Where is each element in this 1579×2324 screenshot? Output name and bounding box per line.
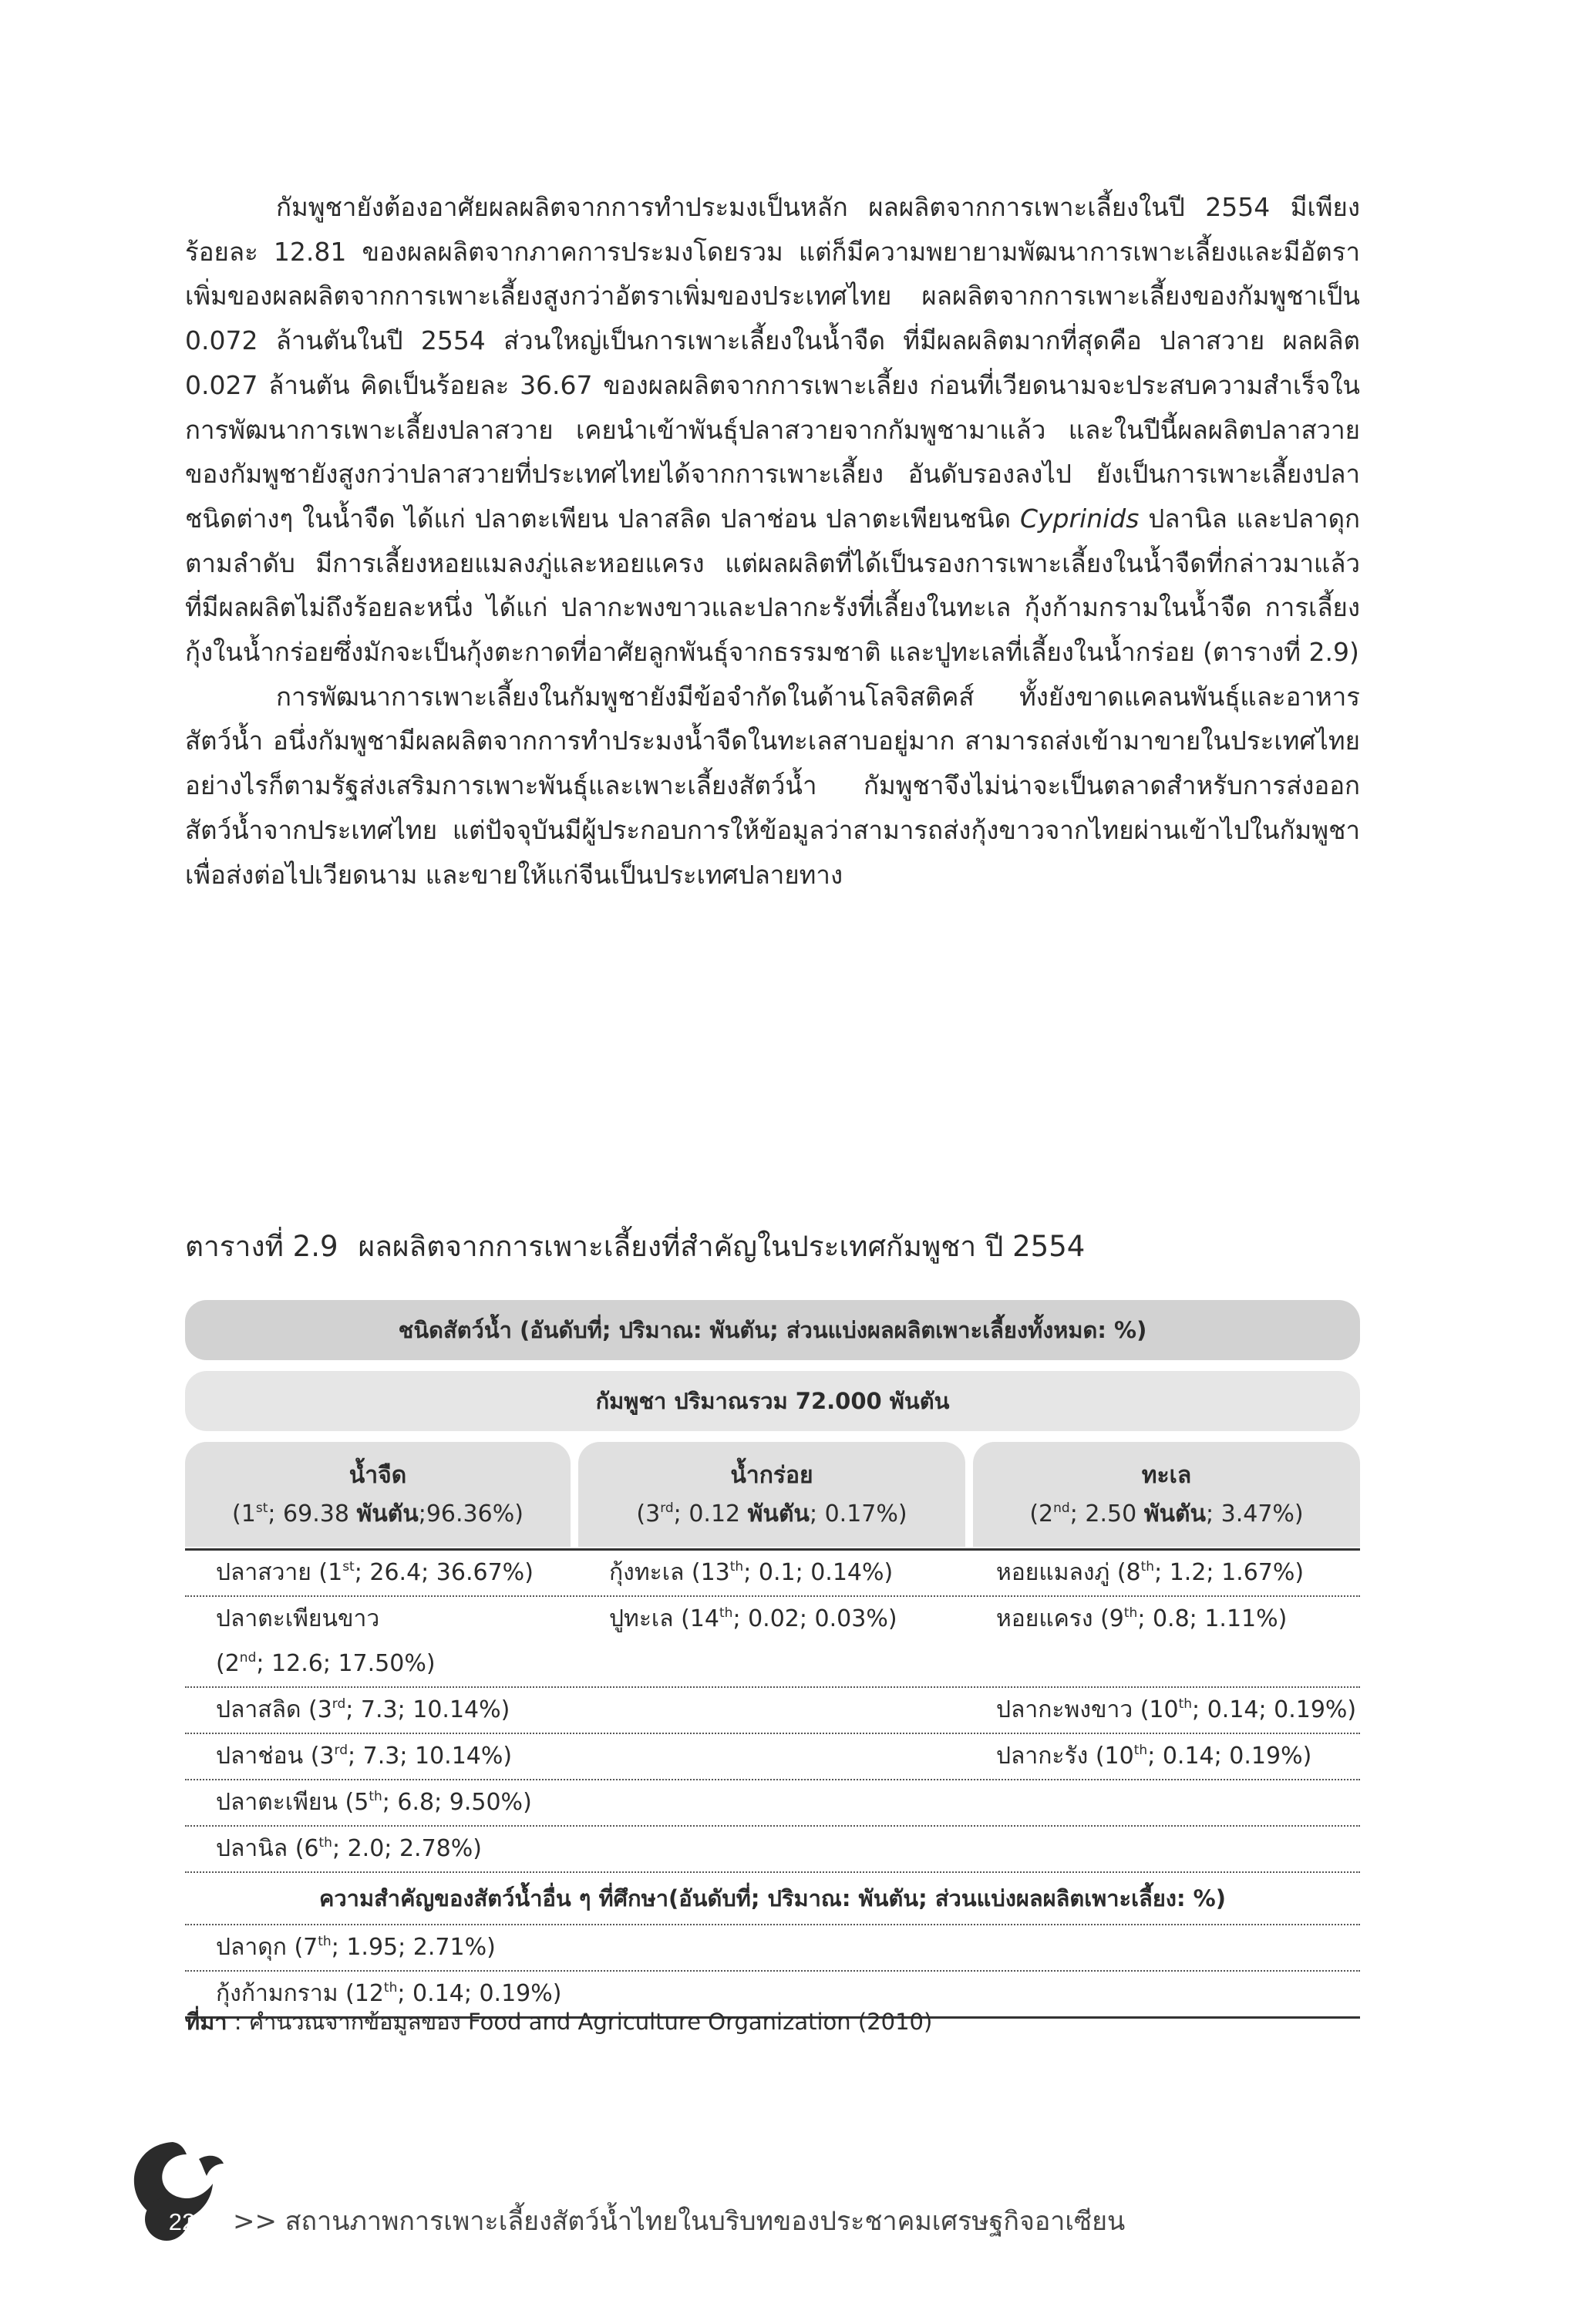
scientific-name: Cyprinids <box>1019 503 1140 534</box>
table-row <box>185 1925 1360 1972</box>
marine-cell: ปลากะรัง (10th; 0.14; 0.19%) <box>996 1743 1312 1770</box>
table-header-main: ชนิดสัตว์น้ำ (อันดับที่; ปริมาณ: พันตัน; ส่วนแบ่งผลผลิตเพาะเลี้ยงทั้งหมด: %) <box>185 1300 1360 1360</box>
marine-cell: หอยแมลงภู่ (8th; 1.2; 1.67%) <box>996 1559 1305 1586</box>
table-row <box>185 1780 1360 1827</box>
table-row <box>185 1734 1360 1780</box>
page-number: 22 <box>168 2208 196 2235</box>
table-header-total: กัมพูชา ปริมาณรวม 72.000 พันตัน <box>185 1371 1360 1431</box>
column-header-marine: ทะเล (2nd; 2.50 พันตัน; 3.47%) <box>973 1442 1360 1547</box>
table-row <box>185 1688 1360 1734</box>
freshwater-cell: กุ้งก้ามกราม (12th; 0.14; 0.19%) <box>216 1980 562 2007</box>
table-row <box>185 1548 1360 1597</box>
marine-cell: หอยแครง (9th; 0.8; 1.11%) <box>996 1605 1288 1632</box>
column-header-freshwater: น้ำจืด (1st; 69.38 พันตัน;96.36%) <box>185 1442 571 1547</box>
freshwater-cell: ปลาตะเพียนขาว (2nd; 12.6; 17.50%) <box>216 1605 436 1677</box>
table-row <box>185 1827 1360 1873</box>
marine-cell: ปลากะพงขาว (10th; 0.14; 0.19%) <box>996 1696 1357 1723</box>
freshwater-cell: ปลาสลิด (3rd; 7.3; 10.14%) <box>216 1696 510 1723</box>
freshwater-cell: ปลานิล (6th; 2.0; 2.78%) <box>216 1835 482 1862</box>
table-body <box>185 1548 1360 2019</box>
running-title: >> สถานภาพการเพาะเลี้ยงสัตว์น้ำไทยในบริบทของประชาคมเศรษฐกิจอาเซียน <box>233 2206 1126 2237</box>
table-row <box>185 1597 1360 1688</box>
brackish-cell: ปูทะเล (14th; 0.02; 0.03%) <box>609 1605 897 1632</box>
freshwater-cell: ปลาตะเพียน (5th; 6.8; 9.50%) <box>216 1789 532 1816</box>
table-caption <box>185 1228 1085 1266</box>
brackish-cell: กุ้งทะเล (13th; 0.1; 0.14%) <box>609 1559 894 1586</box>
table-title: ผลผลิตจากการเพาะเลี้ยงที่สำคัญในประเทศกัมพูชา ปี 2554 <box>358 1230 1086 1263</box>
paragraph-2: การพัฒนาการเพาะเลี้ยงในกัมพูชายังมีข้อจำกัดในด้านโลจิสติคส์ ทั้งยังขาดแคลนพันธุ์และอาหารสัตว์น้ำ อนึ่งกัมพูชามีผลผลิตจากการทำประมงน้ำจืดในทะเลสาบอยู่มาก สามารถส่งเข้ามาขายในประเทศไทย อย่างไรก็ตามรัฐส่งเสริมการเพาะพันธุ์และเพาะเลี้ยงสัตว์น้ำ กัมพูชาจึงไม่น่าจะเป็นตลาดสำหรับการส่งออกสัตว์น้ำจากประเทศไทย แต่ปัจจุบันมีผู้ประกอบการให้ข้อมูลว่าสามารถส่งกุ้งขาวจากไทยผ่านเข้าไปในกัมพูชา เพื่อส่งต่อไปเวียดนาม และขายให้แก่จีนเป็นประเทศปลายทาง <box>185 681 1360 890</box>
other-species-header: ความสำคัญของสัตว์น้ำอื่น ๆ ที่ศึกษา(อันดับที่; ปริมาณ: พันตัน; ส่วนแบ่งผลผลิตเพาะเลี้ยง: %) <box>185 1873 1360 1925</box>
freshwater-cell: ปลาช่อน (3rd; 7.3; 10.14%) <box>216 1743 513 1770</box>
table-number: ตารางที่ 2.9 <box>185 1230 338 1263</box>
table-source: ที่มา : คำนวณจากข้อมูลของ Food and Agriculture Organization (2010) <box>185 2009 933 2035</box>
freshwater-cell: ปลาสวาย (1st; 26.4; 36.67%) <box>216 1559 534 1586</box>
body-text <box>185 185 1360 897</box>
column-header-brackish: น้ำกร่อย (3rd; 0.12 พันตัน; 0.17%) <box>578 1442 965 1547</box>
paragraph-1: กัมพูชายังต้องอาศัยผลผลิตจากการทำประมงเป็นหลัก ผลผลิตจากการเพาะเลี้ยงในปี 2554 มีเพียงร้อยละ 12.81 ของผลผลิตจากภาคการประมงโดยรวม แต่ก็มีความพยายามพัฒนาการเพาะเลี้ยงและมีอัตราเพิ่มของผลผลิตจากการเพาะเลี้ยงสูงกว่าอัตราเพิ่มของประเทศไทย ผลผลิตจากการเพาะเลี้ยงของกัมพูชาเป็น 0.072 ล้านตันในปี 2554 ส่วนใหญ่เป็นการเพาะเลี้ยงในน้ำจืด ที่มีผลผลิตมากที่สุดคือ ปลาสวาย ผลผลิต 0.027 ล้านตัน คิดเป็นร้อยละ 36.67 ของผลผลิตจากการเพาะเลี้ยง ก่อนที่เวียดนามจะประสบความสำเร็จในการพัฒนาการเพาะเลี้ยงปลาสวาย เคยนำเข้าพันธุ์ปลาสวายจากกัมพูชามาแล้ว และในปีนี้ผลผลิตปลาสวายของกัมพูชายังสูงกว่าปลาสวายที่ประเทศไทยได้จากการเพาะเลี้ยง อันดับรองลงไป ยังเป็นการเพาะเลี้ยงปลาชนิดต่างๆ ในน้ำจืด ได้แก่ ปลาตะเพียน ปลาสลิด ปลาช่อน ปลาตะเพียนชนิด Cyprinids ปลานิล และปลาดุก ตามลำดับ มีการเลี้ยงหอยแมลงภู่และหอยแครง แต่ผลผลิตที่ได้เป็นรองการเพาะเลี้ยงในน้ำจืดที่กล่าวมาแล้ว ที่มีผลผลิตไม่ถึงร้อยละหนึ่ง ได้แก่ ปลากะพงขาวและปลากะรังที่เลี้ยงในทะเล กุ้งก้ามกรามในน้ำจืด การเลี้ยงกุ้งในน้ำกร่อยซึ่งมักจะเป็นกุ้งตะกาดที่อาศัยลูกพันธุ์จากธรรมชาติ และปูทะเลที่เลี้ยงในน้ำกร่อย (ตารางที่ 2.9) <box>185 192 1360 668</box>
freshwater-cell: ปลาดุก (7th; 1.95; 2.71%) <box>216 1934 496 1961</box>
